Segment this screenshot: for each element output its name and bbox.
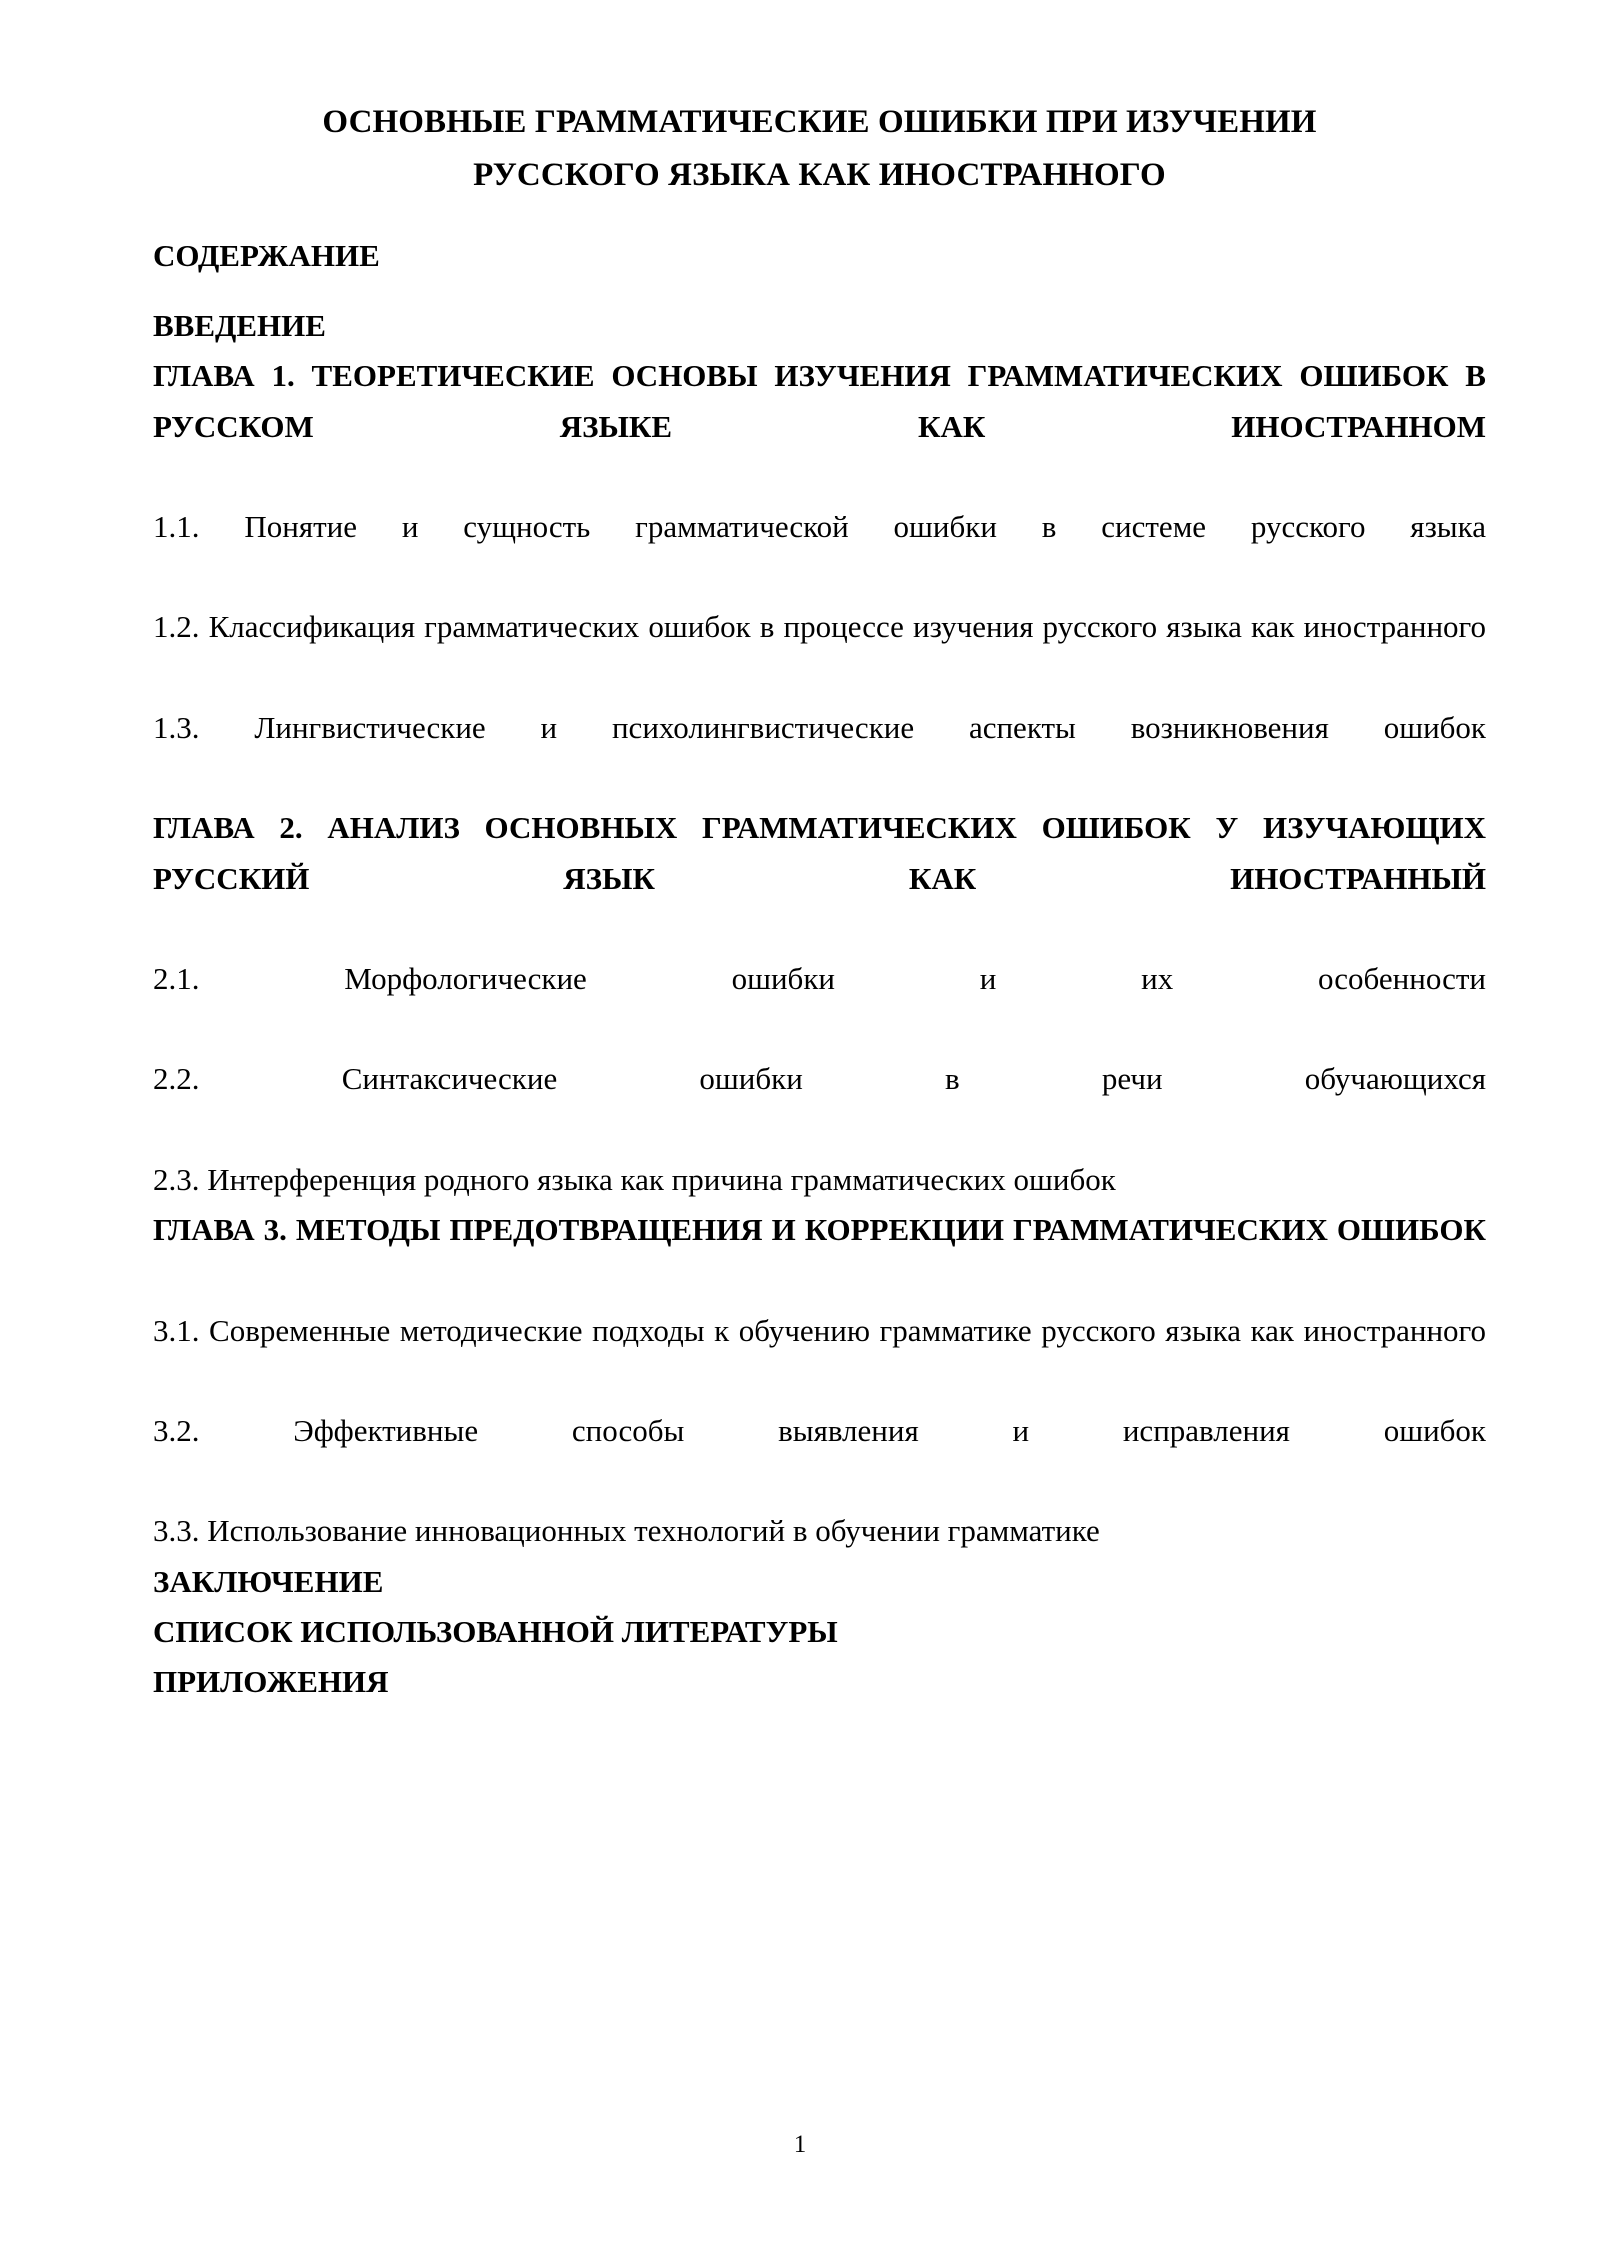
spacer-after-title <box>153 203 1486 231</box>
page-number: 1 <box>793 2131 807 2158</box>
document-title <box>153 96 1486 203</box>
document-title-line-2: РУССКОГО ЯЗЫКА КАК ИНОСТРАННОГО <box>473 157 1166 194</box>
toc-entry-item-2-2[interactable]: 2.2. Синтаксические ошибки в речи обучающихся <box>153 1061 1486 1097</box>
toc-entry-item-1-2[interactable]: 1.2. Классификация грамматических ошибок в процессе изучения русского языка как иностранного <box>153 609 1486 645</box>
toc-entry-glava-1[interactable]: ГЛАВА 1. ТЕОРЕТИЧЕСКИЕ ОСНОВЫ ИЗУЧЕНИЯ ГРАММАТИЧЕСКИХ ОШИБОК В РУССКОМ ЯЗЫКЕ КАК ИНОСТРАННОМ <box>153 358 1486 444</box>
toc-entry-glava-3[interactable]: ГЛАВА 3. МЕТОДЫ ПРЕДОТВРАЩЕНИЯ И КОРРЕКЦИИ ГРАММАТИЧЕСКИХ ОШИБОК <box>153 1212 1486 1248</box>
toc-entry-item-1-3[interactable]: 1.3. Лингвистические и психолингвистические аспекты возникновения ошибок <box>153 709 1486 745</box>
toc-entry-item-3-2[interactable]: 3.2. Эффективные способы выявления и исправления ошибок <box>153 1412 1486 1448</box>
page-content <box>153 96 1486 1707</box>
toc-entry-vvedenie[interactable]: ВВЕДЕНИЕ <box>153 308 326 344</box>
spacer-after-contents-heading <box>153 281 1486 301</box>
table-of-contents <box>153 301 1486 1707</box>
toc-entry-item-2-1[interactable]: 2.1. Морфологические ошибки и их особенности <box>153 960 1486 996</box>
toc-entry-prilozheniya[interactable]: ПРИЛОЖЕНИЯ <box>153 1664 389 1700</box>
toc-entry-item-2-3[interactable]: 2.3. Интерференция родного языка как причина грамматических ошибок <box>153 1161 1116 1197</box>
contents-heading: СОДЕРЖАНИЕ <box>153 237 380 273</box>
toc-entry-glava-2[interactable]: ГЛАВА 2. АНАЛИЗ ОСНОВНЫХ ГРАММАТИЧЕСКИХ ОШИБОК У ИЗУЧАЮЩИХ РУССКИЙ ЯЗЫК КАК ИНОСТРАННЫЙ <box>153 810 1486 896</box>
toc-entry-spisok-literatury[interactable]: СПИСОК ИСПОЛЬЗОВАННОЙ ЛИТЕРАТУРЫ <box>153 1613 838 1649</box>
toc-entry-item-1-1[interactable]: 1.1. Понятие и сущность грамматической ошибки в системе русского языка <box>153 509 1486 544</box>
document-title-line-1: ОСНОВНЫЕ ГРАММАТИЧЕСКИЕ ОШИБКИ ПРИ ИЗУЧЕНИИ <box>322 104 1317 140</box>
toc-entry-item-3-1[interactable]: 3.1. Современные методические подходы к обучению грамматике русского языка как иностранного <box>153 1312 1486 1348</box>
toc-entry-zaklyuchenie[interactable]: ЗАКЛЮЧЕНИЕ <box>153 1563 384 1599</box>
toc-entry-item-3-3[interactable]: 3.3. Использование инновационных технологий в обучении грамматике <box>153 1513 1100 1549</box>
